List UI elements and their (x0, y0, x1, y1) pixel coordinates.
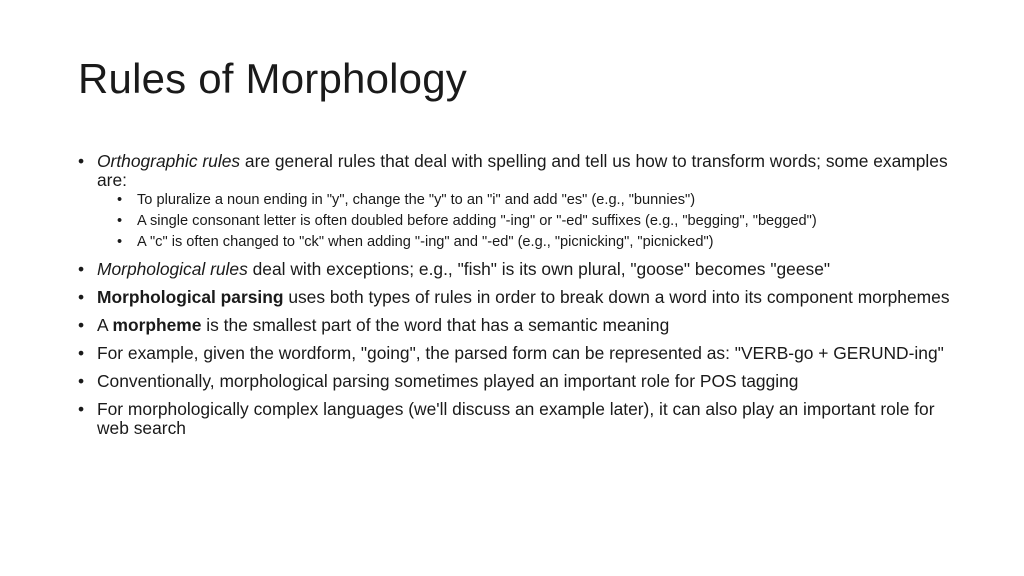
bullet-text-prefix: A (97, 315, 113, 335)
bullet-icon: • (78, 315, 85, 335)
bullet-text: Conventionally, morphological parsing sometimes played an important role for POS tagging (97, 371, 799, 391)
bullet-icon: • (78, 371, 85, 391)
bullet-morphological-parsing (78, 288, 958, 307)
bullet-icon: • (117, 213, 123, 229)
bullet-pos-tagging (78, 372, 958, 391)
bullet-text: uses both types of rules in order to break down a word into its component morphemes (283, 287, 950, 307)
sub-bullet-text: A "c" is often changed to "ck" when adding "-ing" and "-ed" (e.g., "picnicking", "picnicked") (137, 234, 714, 250)
bullet-web-search (78, 400, 958, 438)
bullet-icon: • (78, 287, 85, 307)
bullet-text: is the smallest part of the word that has a semantic meaning (201, 315, 670, 335)
bullet-parsing-example (78, 344, 958, 363)
slide-title: Rules of Morphology (78, 55, 467, 102)
term-morphological-parsing: Morphological parsing (97, 287, 284, 307)
term-morphological-rules: Morphological rules (97, 259, 248, 279)
sub-bullet-c-to-ck (117, 234, 958, 251)
bullet-list (78, 152, 958, 447)
bullet-text: deal with exceptions; e.g., "fish" is its own plural, "goose" becomes "geese" (247, 259, 831, 279)
bullet-icon: • (78, 399, 85, 419)
bullet-text: For example, given the wordform, "going", the parsed form can be represented as: "VERB-go + GERUND-ing" (97, 343, 944, 363)
term-orthographic-rules: Orthographic rules (97, 151, 241, 171)
bullet-morpheme-definition (78, 316, 958, 335)
term-morpheme: morpheme (112, 315, 202, 335)
bullet-icon: • (117, 192, 123, 208)
bullet-orthographic-rules (78, 152, 958, 251)
sub-bullet-list (97, 192, 958, 251)
bullet-icon: • (78, 259, 85, 279)
sub-bullet-pluralize-y (117, 192, 958, 209)
sub-bullet-consonant-doubling (117, 213, 958, 230)
sub-bullet-text: To pluralize a noun ending in "y", change the "y" to an "i" and add "es" (e.g., "bunnies") (137, 192, 696, 208)
bullet-text: For morphologically complex languages (we'll discuss an example later), it can also play an important role for web search (97, 399, 935, 438)
bullet-text: are general rules that deal with spelling and tell us how to transform words; some examples are: (97, 151, 948, 190)
sub-bullet-text: A single consonant letter is often doubled before adding "-ing" or "-ed" suffixes (e.g., "begging", "begged") (137, 213, 817, 229)
bullet-morphological-rules (78, 260, 958, 279)
bullet-icon: • (78, 151, 85, 171)
bullet-icon: • (117, 234, 123, 250)
bullet-icon: • (78, 343, 85, 363)
